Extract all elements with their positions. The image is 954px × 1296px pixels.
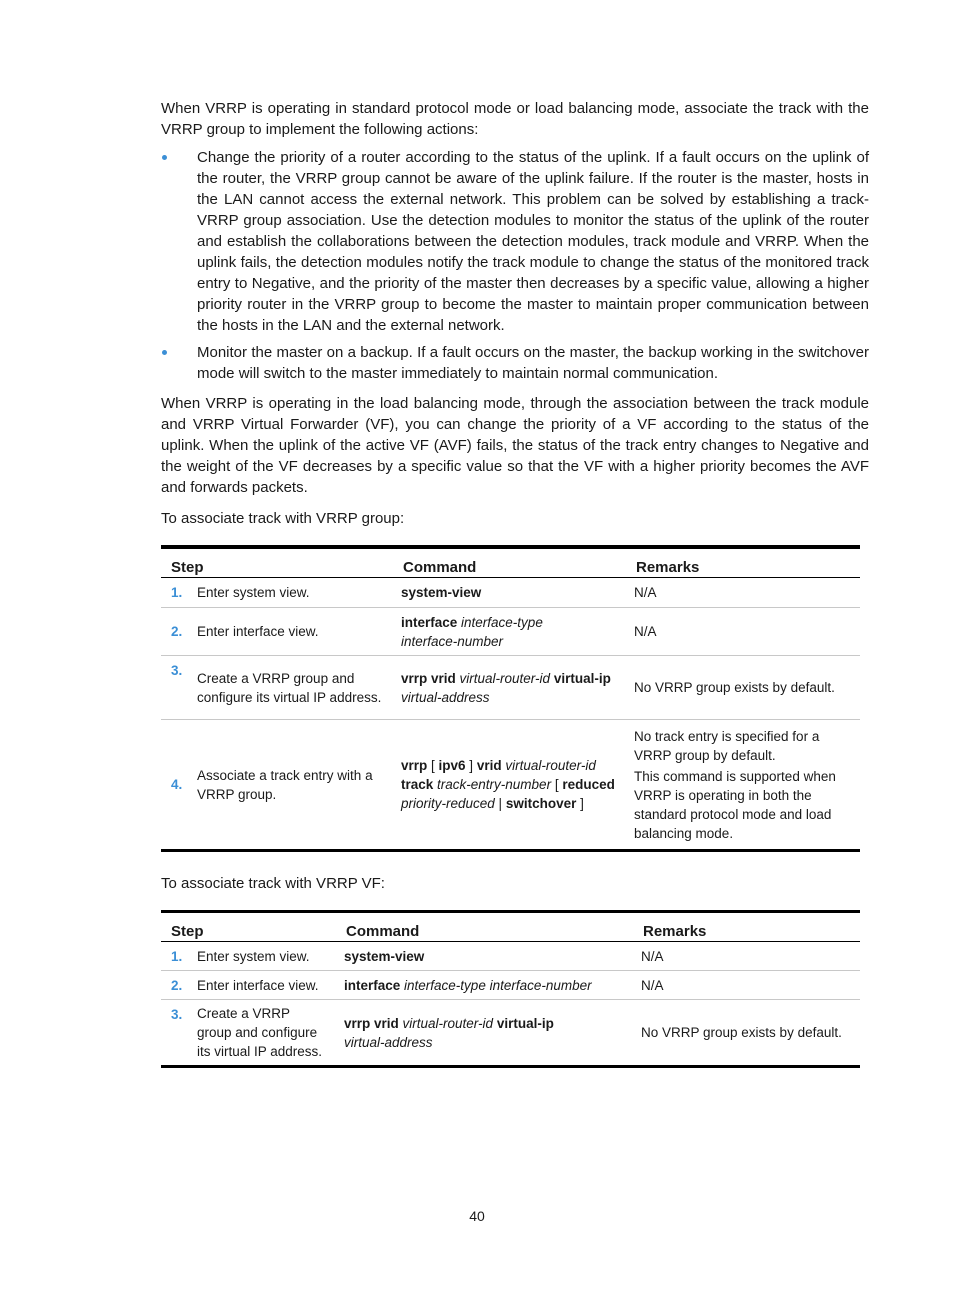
command-keyword: ipv6: [438, 758, 466, 773]
table-row: [161, 971, 860, 1000]
step-number: 2.: [161, 971, 193, 1000]
step-number: 1.: [161, 578, 193, 608]
command-syntax: ]: [465, 758, 477, 773]
command-argument: virtual-router-id: [455, 670, 554, 686]
command-argument: virtual-address: [401, 689, 490, 705]
command-argument: track-entry-number: [433, 777, 552, 792]
command-syntax: ]: [576, 796, 584, 811]
remarks-cell: N/A: [633, 971, 860, 1000]
command-keyword: interface: [401, 614, 458, 630]
table-row: [161, 578, 860, 608]
page-number: 40: [469, 1208, 485, 1224]
step-description: Enter interface view.: [193, 608, 393, 656]
command-keyword: vrid: [476, 758, 502, 773]
command-keyword: virtual-ip: [496, 1015, 554, 1031]
remarks-cell: No VRRP group exists by default.: [626, 656, 860, 720]
table1-caption: To associate track with VRRP group:: [161, 510, 405, 527]
command-keyword: switchover: [505, 796, 577, 811]
step-description: Associate a track entry with a VRRP group.: [197, 767, 373, 802]
document-body: [161, 98, 869, 1068]
remarks-cell: No VRRP group exists by default.: [641, 1025, 842, 1040]
command-keyword: system-view: [401, 585, 482, 600]
remarks-text: No track entry is specified for a VRRP group by default.: [634, 728, 820, 763]
bullet-dot-icon: [162, 350, 167, 355]
bullet-list: [161, 147, 869, 384]
command-cell: [336, 971, 633, 1000]
command-argument: virtual-address: [344, 1034, 433, 1050]
table-row: [161, 656, 860, 720]
command-keyword: reduced: [562, 777, 615, 792]
step-description: Create a VRRP group and configure its virtual IP address.: [193, 656, 393, 720]
col-header-step: Step: [161, 547, 393, 578]
table-row: [161, 942, 860, 971]
command-argument: priority-reduced: [401, 796, 495, 811]
col-header-command: Command: [336, 912, 633, 942]
step-number: 3.: [161, 656, 193, 720]
bullet-dot-icon: [162, 155, 167, 160]
command-keyword: interface: [344, 977, 401, 993]
remarks-text: This command is supported when VRRP is operating in both the standard protocol mode and load balancing mode.: [634, 768, 836, 841]
command-keyword: vrrp: [401, 758, 428, 773]
table-row: [161, 1000, 860, 1067]
step-description: Enter interface view.: [193, 971, 336, 1000]
command-argument: interface-type: [457, 614, 543, 630]
step-description: Enter system view.: [193, 578, 393, 608]
table-row: [161, 720, 860, 851]
command-cell: [393, 656, 626, 720]
command-syntax: |: [494, 796, 506, 811]
command-keyword: vrrp vrid: [344, 1015, 399, 1031]
col-header-command: Command: [393, 547, 626, 578]
step-description: Create a VRRP group and configure its virtual IP address.: [197, 1006, 323, 1059]
command-syntax: [: [551, 777, 563, 792]
command-argument: interface-number: [401, 633, 504, 649]
table-row: [161, 608, 860, 656]
remarks-cell: [626, 720, 860, 851]
table2-caption: To associate track with VRRP VF:: [161, 875, 385, 892]
intro-paragraph: When VRRP is operating in standard protocol mode or load balancing mode, associate the track with the VRRP group to implement the following actions:: [161, 100, 869, 138]
track-vrrp-group-table: [161, 545, 860, 852]
command-cell: [393, 608, 626, 656]
command-keyword: system-view: [344, 948, 425, 964]
command-cell: [393, 578, 626, 608]
command-argument: interface-type interface-number: [400, 977, 592, 993]
command-keyword: track: [401, 777, 434, 792]
step-number: 3.: [171, 1007, 183, 1022]
command-argument: virtual-router-id: [398, 1015, 497, 1031]
command-argument: virtual-router-id: [501, 758, 596, 773]
col-header-remarks: Remarks: [633, 912, 860, 942]
command-syntax: [: [427, 758, 439, 773]
command-cell: [336, 1000, 633, 1067]
vf-paragraph: When VRRP is operating in the load balancing mode, through the association between the track module and VRRP Virtual Forwarder (VF), you can change the priority of a VF according to the status of the uplink. When the uplink of the active VF (AVF) fails, the status of the track entry changes to Negative and the weight of the VF decreases by a specific value so that the VF with a higher priority becomes the AVF and forwards packets.: [161, 395, 869, 496]
command-keyword: virtual-ip: [553, 670, 611, 686]
step-number: 2.: [161, 608, 193, 656]
step-description: Enter system view.: [193, 942, 336, 971]
bullet-item: Change the priority of a router according to the status of the uplink. If a fault occurs on the uplink of the router, the VRRP group cannot be aware of the uplink failure. If the router is the master, hosts in the LAN cannot access the external network. This problem can be solved by establishing a track-VRRP group association. Use the detection modules to monitor the status of the uplink of the router and establish the collaborations between the detection modules, track module and VRRP. When the uplink fails, the detection modules notify the track module to change the status of the monitored track entry to Negative, and the priority of the master then decreases by a specific value, allowing a higher priority router in the VRRP group to become the master to maintain proper communication between the hosts in the LAN and the external network.: [161, 147, 869, 336]
remarks-cell: N/A: [626, 578, 860, 608]
remarks-cell: N/A: [633, 942, 860, 971]
track-vrrp-vf-table: [161, 910, 860, 1068]
remarks-cell: N/A: [626, 608, 860, 656]
command-cell: [336, 942, 633, 971]
command-keyword: vrrp vrid: [401, 670, 456, 686]
step-number: 1.: [161, 942, 193, 971]
col-header-remarks: Remarks: [626, 547, 860, 578]
command-cell: [393, 720, 626, 851]
bullet-item: Monitor the master on a backup. If a fault occurs on the master, the backup working in the switchover mode will switch to the master immediately to maintain normal communication.: [161, 342, 869, 384]
step-number: 4.: [171, 777, 183, 792]
col-header-step: Step: [161, 912, 336, 942]
